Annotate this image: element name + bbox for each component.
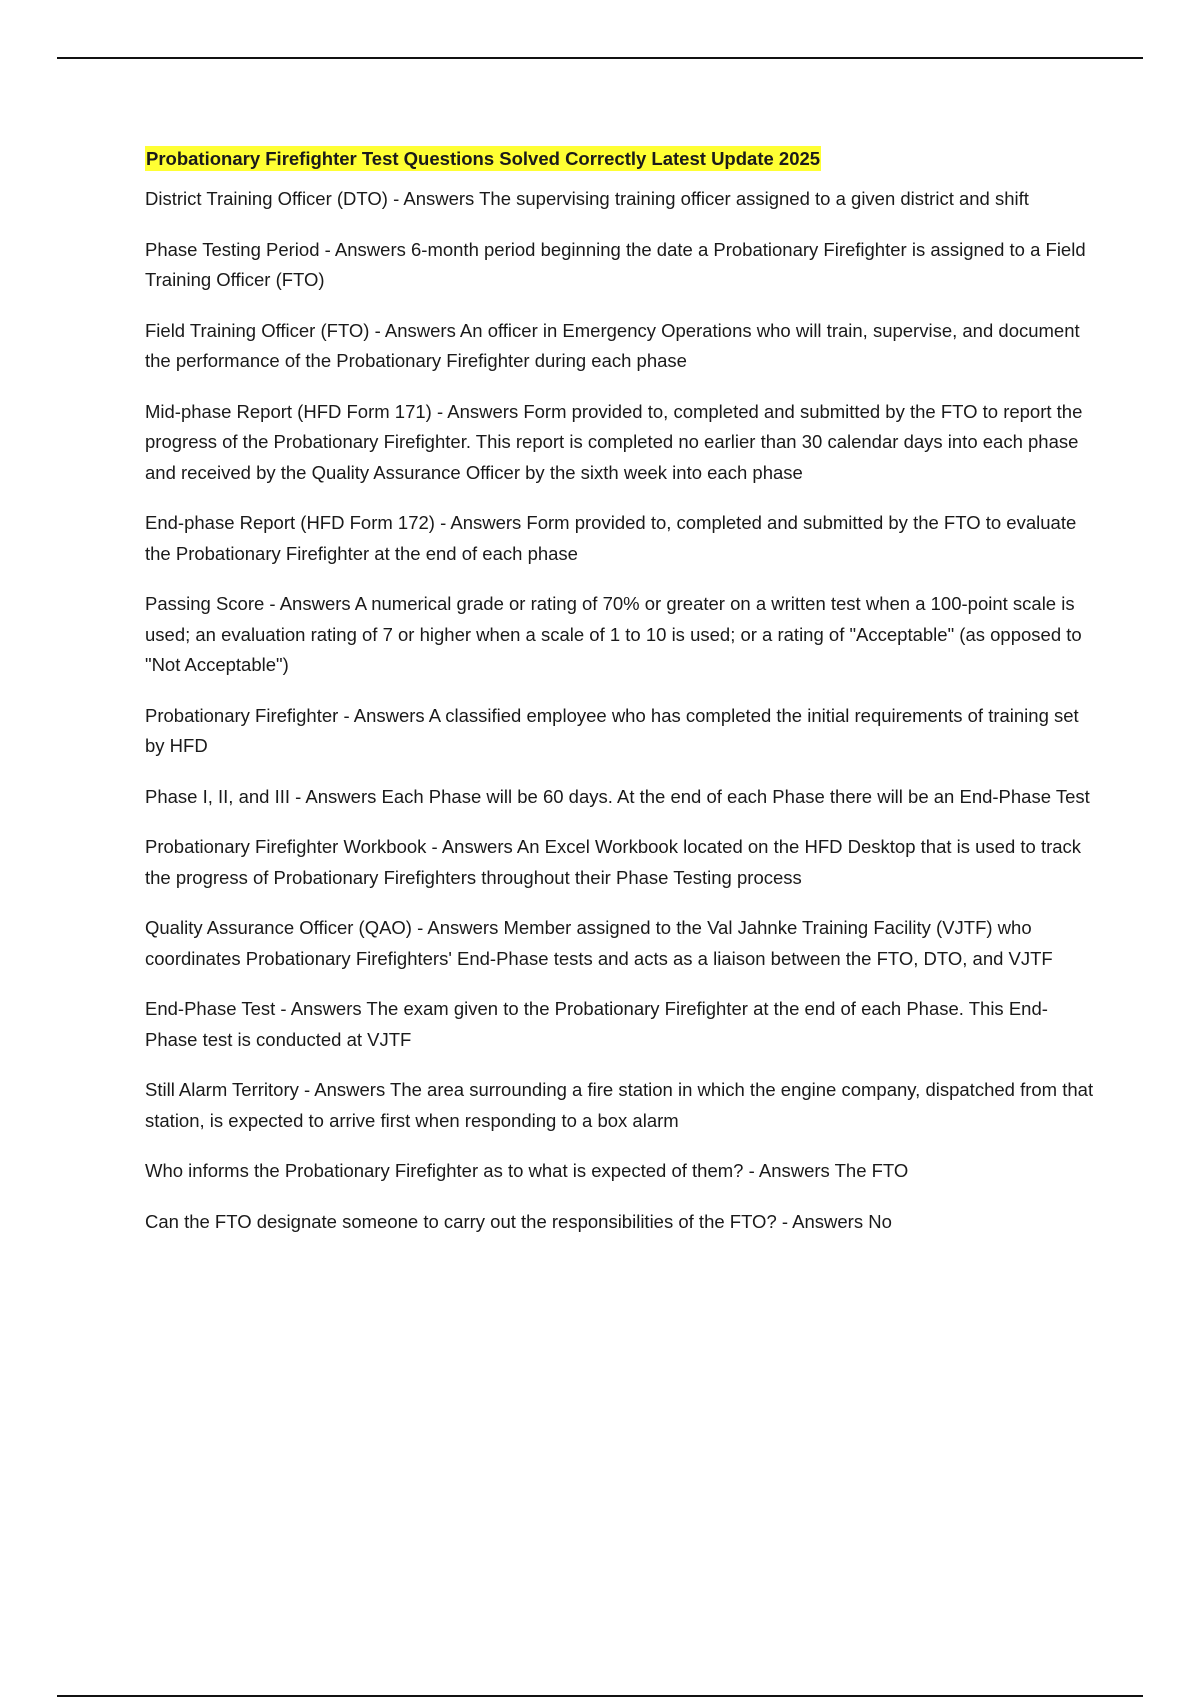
qa-entry-qao: Quality Assurance Officer (QAO) - Answers Member assigned to the Val Jahnke Training Facility (VJTF) who coordinates Probationary Firefighters' End-Phase tests and acts as a liaison between the FTO, DTO, and VJTF <box>145 917 1053 969</box>
document-body <box>145 146 1095 1257</box>
qa-entry-still-alarm-territory: Still Alarm Territory - Answers The area surrounding a fire station in which the engine company, dispatched from that station, is expected to arrive first when responding to a box alarm <box>145 1079 1094 1131</box>
qa-entry-phases: Phase I, II, and III - Answers Each Phase will be 60 days. At the end of each Phase there will be an End-Phase Test <box>145 785 1090 807</box>
qa-entry-passing-score: Passing Score - Answers A numerical grade or rating of 70% or greater on a written test when a 100-point scale is used; an evaluation rating of 7 or higher when a scale of 1 to 10 is used; or a rating of "Acceptable" (as opposed to "Not Acceptable") <box>145 593 1082 675</box>
header-rule <box>57 57 1143 59</box>
qa-entry-phase-testing-period: Phase Testing Period - Answers 6-month period beginning the date a Probationary Firefighter is assigned to a Field Training Officer (FTO) <box>145 238 1086 290</box>
document-title: Probationary Firefighter Test Questions Solved Correctly Latest Update 2025 <box>146 148 821 169</box>
qa-entry-fto: Field Training Officer (FTO) - Answers An officer in Emergency Operations who will train, supervise, and document the performance of the Probationary Firefighter during each phase <box>145 319 1080 371</box>
qa-entry-dto: District Training Officer (DTO) - Answers The supervising training officer assigned to a given district and shift <box>145 188 1029 209</box>
qa-entry-end-phase-report: End-phase Report (HFD Form 172) - Answers Form provided to, completed and submitted by the FTO to evaluate the Probationary Firefighter at the end of each phase <box>145 512 1077 564</box>
qa-entry-probationary-firefighter: Probationary Firefighter - Answers A classified employee who has completed the initial requirements of training set by HFD <box>145 704 1079 756</box>
qa-entry-workbook: Probationary Firefighter Workbook - Answers An Excel Workbook located on the HFD Desktop that is used to track the progress of Probationary Firefighters throughout their Phase Testing process <box>145 836 1082 888</box>
qa-entry-fto-designate: Can the FTO designate someone to carry out the responsibilities of the FTO? - Answers No <box>145 1210 892 1232</box>
qa-entry-mid-phase-report: Mid-phase Report (HFD Form 171) - Answers Form provided to, completed and submitted by the FTO to report the progress of the Probationary Firefighter. This report is completed no earlier than 30 calendar days into each phase and received by the Quality Assurance Officer by the sixth week into each phase <box>145 400 1083 483</box>
footer-rule <box>57 1695 1143 1697</box>
qa-entry-who-informs: Who informs the Probationary Firefighter as to what is expected of them? - Answers The FTO <box>145 1160 909 1181</box>
qa-entry-end-phase-test: End-Phase Test - Answers The exam given to the Probationary Firefighter at the end of each Phase. This End-Phase test is conducted at VJTF <box>145 998 1048 1050</box>
